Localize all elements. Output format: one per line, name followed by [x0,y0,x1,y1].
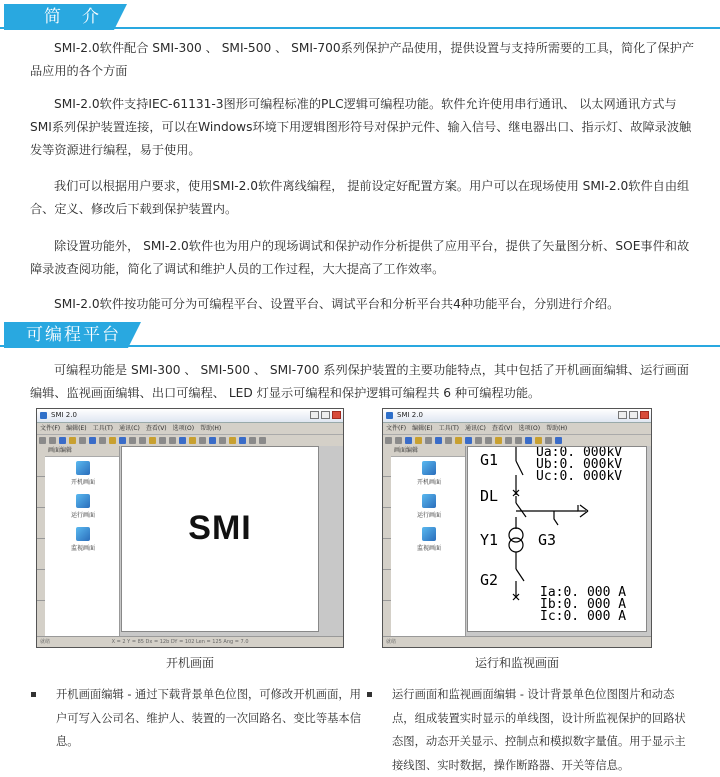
grid-icon[interactable] [129,437,136,444]
single-line-canvas[interactable] [467,446,647,632]
monitor-editor-window [382,408,652,648]
switch-icon[interactable] [505,437,512,444]
select-icon[interactable] [485,437,492,444]
vertical-tabs [37,446,45,636]
menu-view[interactable]: 查看(V) [491,425,513,432]
line-icon[interactable] [179,437,186,444]
save-icon[interactable] [59,437,66,444]
item-running[interactable]: 运行画面 [409,494,449,519]
readout-ib: Ib:0. 000 A [540,597,627,612]
settings-icon[interactable] [259,437,266,444]
vtab-3[interactable] [37,508,45,539]
breaker-icon[interactable] [495,437,502,444]
voltage-readouts [536,447,622,483]
minimize-button[interactable] [310,411,319,419]
bullet-monitor: 运行画面和监视画面编辑 - 设计背景单色位图图片和动态点，组成装置实时显示的单线图，设计所监视保护的回路状态图，动态开关显示、控制点和模拟数字量值。用于显示主接线图、实时数据，操作断路器、开关等信息。 [392,683,696,777]
brush-icon[interactable] [159,437,166,444]
vtab-1[interactable] [37,446,45,477]
undo-icon[interactable] [445,437,452,444]
menu-edit[interactable]: 编辑(E) [66,425,87,432]
splash-canvas[interactable] [121,446,319,632]
copy-icon[interactable] [425,437,432,444]
status-bar [37,636,343,647]
color-icon[interactable] [229,437,236,444]
label-g3: G3 [538,531,557,549]
menu-options[interactable]: 选项(O) [172,425,195,432]
caption-monitor: 运行和监视画面 [474,656,559,670]
menu-bar [383,423,651,435]
menu-options[interactable]: 选项(O) [518,425,541,432]
menu-comm[interactable]: 通讯(C) [118,425,140,432]
smi-logo: SMI [188,509,252,547]
paste-icon[interactable] [435,437,442,444]
panel-header: 画面编辑 [391,446,465,457]
coordinate-readout: X = 2 Y = 85 Dx = 12b DY = 102 Len = 125 Ang = 7.0 [111,639,249,645]
redo-icon[interactable] [109,437,116,444]
settings-icon[interactable] [555,437,562,444]
copy-icon[interactable] [79,437,86,444]
menu-help[interactable]: 帮助(H) [200,425,222,432]
menu-bar [37,423,343,435]
menu-help[interactable]: 帮助(H) [546,425,568,432]
app-icon [40,412,47,419]
splash-screen-icon [422,461,436,475]
bullet-icon [31,692,36,697]
menu-view[interactable]: 查看(V) [145,425,167,432]
menu-tools[interactable]: 工具(T) [438,425,459,432]
close-button[interactable] [640,411,649,419]
monitor-screen-icon [76,527,90,541]
label-g1: G1 [480,451,499,469]
canvas-area [120,446,343,636]
label-g2: G2 [480,571,499,589]
section-header-intro [0,4,720,30]
save-icon[interactable] [405,437,412,444]
canvas-area [466,446,651,636]
vtab-2[interactable] [383,477,391,508]
window-title: SMI 2.0 [397,411,423,419]
current-readouts [540,587,626,623]
panel-header: 画面编辑 [45,446,119,457]
new-icon[interactable] [385,437,392,444]
vtab-1[interactable] [383,446,391,477]
transformer-icon[interactable] [515,437,522,444]
running-screen-icon [422,494,436,508]
monitor-screen-icon [422,527,436,541]
status-label: 就绪 [386,639,397,645]
item-monitor[interactable]: 监视画面 [409,527,449,552]
undo-icon[interactable] [99,437,106,444]
menu-file[interactable]: 文件(F) [40,425,61,432]
dash-icon[interactable] [249,437,256,444]
vertical-tabs [383,446,391,636]
caption-splash: 开机画面 [165,656,214,670]
pencil-icon[interactable] [149,437,156,444]
vtab-2[interactable] [37,477,45,508]
vtab-4[interactable] [383,539,391,570]
maximize-button[interactable] [629,411,638,419]
new-icon[interactable] [39,437,46,444]
screen-panel [37,446,120,636]
digital-icon[interactable] [535,437,542,444]
menu-edit[interactable]: 编辑(E) [412,425,433,432]
close-button[interactable] [332,411,341,419]
paste-icon[interactable] [89,437,96,444]
item-running[interactable]: 运行画面 [63,494,103,519]
ellipse-icon[interactable] [199,437,206,444]
analog-icon[interactable] [525,437,532,444]
item-splash[interactable]: 开机画面 [409,461,449,486]
minimize-button[interactable] [618,411,627,419]
readout-ub: Ub:0. 000kV [536,457,623,472]
cut-icon[interactable] [69,437,76,444]
item-splash[interactable]: 开机画面 [63,461,103,486]
menu-comm[interactable]: 通讯(C) [464,425,486,432]
zoom-icon[interactable] [465,437,472,444]
cut-icon[interactable] [415,437,422,444]
redo-icon[interactable] [455,437,462,444]
item-monitor[interactable]: 监视画面 [63,527,103,552]
text-icon[interactable] [169,437,176,444]
section-title-platform: 可编程平台 [4,322,128,348]
eraser-icon[interactable] [219,437,226,444]
intro-paragraph-5: SMI-2.0软件按功能可分为可编程平台、设置平台、调试平台和分析平台共4种功能平台，分别进行介绍。 [54,297,620,311]
zoom-icon[interactable] [119,437,126,444]
control-icon[interactable] [545,437,552,444]
splash-editor-window [36,408,344,648]
readout-ia: Ia:0. 000 A [540,585,627,600]
section-title-intro: 简 介 [4,4,114,30]
readout-ua: Ua:0. 000kV [536,446,623,460]
readout-ic: Ic:0. 000 A [540,609,627,624]
running-screen-icon [76,494,90,508]
vtab-5[interactable] [383,570,391,601]
window-title-bar [37,409,343,423]
bullet-icon [367,692,372,697]
window-title: SMI 2.0 [51,411,77,419]
grid-icon[interactable] [475,437,482,444]
readout-uc: Uc:0. 000kV [536,469,623,484]
screen-panel [383,446,466,636]
open-icon[interactable] [49,437,56,444]
menu-tools[interactable]: 工具(T) [92,425,113,432]
vtab-5[interactable] [37,570,45,601]
platform-paragraph: 可编程功能是 SMI-300 、 SMI-500 、 SMI-700 系列保护装置的主要功能特点，其中包括了开机画面编辑、运行画面编辑、监视画面编辑、出口可编程、 LED 灯显示可编程和保护逻辑可编程共 6 种可编程功能。 [30,363,689,400]
section-header-platform [0,322,720,348]
open-icon[interactable] [395,437,402,444]
vtab-4[interactable] [37,539,45,570]
rect-icon[interactable] [189,437,196,444]
menu-file[interactable]: 文件(F) [386,425,407,432]
arrow-icon[interactable] [239,437,246,444]
status-label: 就绪 [40,639,51,645]
label-y1: Y1 [480,531,499,549]
label-dl: DL [480,487,499,505]
intro-paragraph-1: SMI-2.0软件配合 SMI-300 、 SMI-500 、 SMI-700系列保护产品使用，提供设置与支持所需要的工具，简化了保护产品应用的各个方面 [30,41,695,78]
status-bar [383,636,651,647]
intro-paragraph-2: SMI-2.0软件支持IEC-61131-3图形可编程标准的PLC逻辑可编程功能。软件允许使用串行通讯、 以太网通讯方式与SMI系列保护装置连接，可以在Windows环境下用逻辑图形符号对保护元件、输入信号、继电器出口、指示灯、故障录波触发等资源进行编程，易于使用。 [30,97,692,157]
splash-screen-icon [76,461,90,475]
fill-icon[interactable] [209,437,216,444]
select-icon[interactable] [139,437,146,444]
vtab-3[interactable] [383,508,391,539]
intro-paragraph-4: 除设置功能外， SMI-2.0软件也为用户的现场调试和保护动作分析提供了应用平台，提供了矢量图分析、SOE事件和故障录波查阅功能，简化了调试和维护人员的工作过程，大大提高了工作效率。 [30,239,690,276]
app-icon [386,412,393,419]
window-title-bar [383,409,651,423]
maximize-button[interactable] [321,411,330,419]
bullet-splash: 开机画面编辑 - 通过下载背景单色位图，可修改开机画面，用户可写入公司名、维护人、装置的一次回路名、变比等基本信息。 [56,683,362,754]
intro-paragraph-3: 我们可以根据用户要求，使用SMI-2.0软件离线编程， 提前设定好配置方案。用户可以在现场使用 SMI-2.0软件自由组合、定义、修改后下载到保护装置内。 [30,179,690,216]
